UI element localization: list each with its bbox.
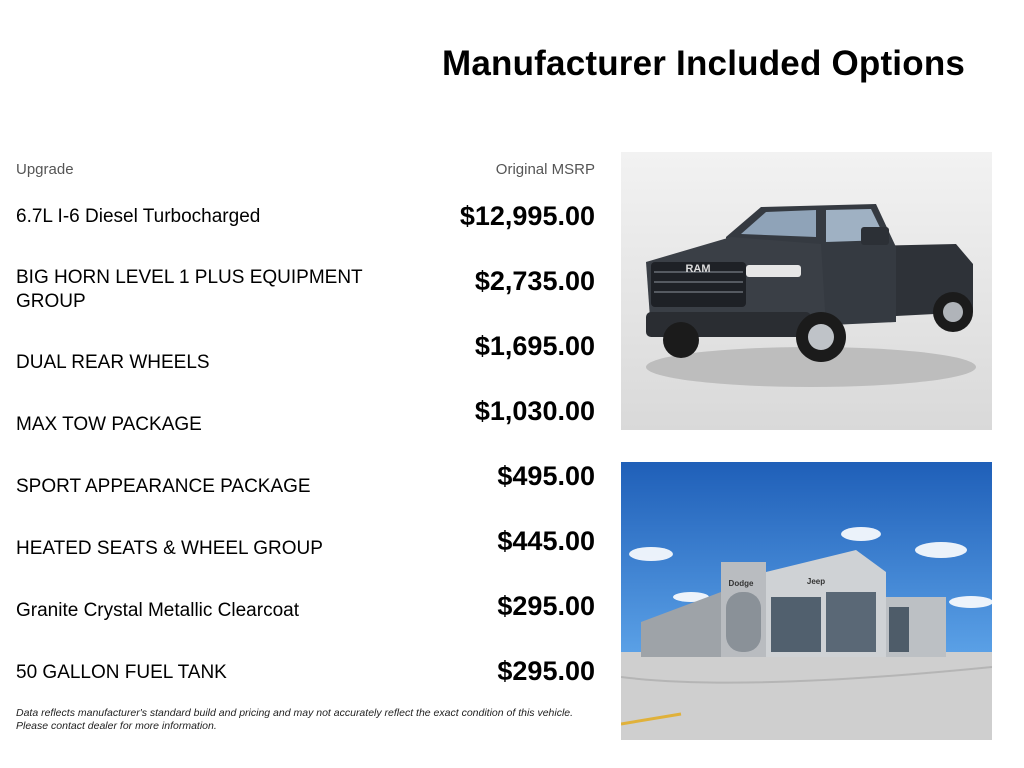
option-name: BIG HORN LEVEL 1 PLUS EQUIPMENT GROUP	[16, 267, 363, 312]
option-price: $295.00	[497, 656, 595, 686]
option-price: $295.00	[497, 591, 595, 621]
truck-badge: RAM	[685, 263, 711, 275]
option-price: $1,695.00	[474, 331, 595, 361]
option-price: $1,030.00	[474, 396, 595, 426]
option-name: Granite Crystal Metallic Clearcoat	[16, 600, 299, 621]
dealer-sign-right: Jeep	[806, 577, 826, 586]
option-price: $12,995.00	[459, 201, 595, 231]
msrp-column-header: Original MSRP	[495, 161, 595, 178]
option-name: SPORT APPEARANCE PACKAGE	[16, 476, 311, 497]
dealer-sign-left: Dodge	[728, 579, 754, 588]
option-name: 6.7L I-6 Diesel Turbocharged	[16, 206, 261, 227]
upgrade-column-header: Upgrade	[16, 161, 74, 178]
dealership-photo	[621, 462, 992, 740]
option-name: MAX TOW PACKAGE	[16, 414, 202, 435]
disclaimer-text: Data reflects manufacturer's standard build and pricing and may not accurately reflect the exact condition of this vehicle. Please contact dealer for more information.	[16, 707, 574, 732]
page-title: Manufacturer Included Options	[442, 44, 966, 83]
option-price: $445.00	[497, 526, 595, 556]
truck-photo	[621, 152, 992, 430]
option-name: HEATED SEATS & WHEEL GROUP	[16, 538, 323, 559]
option-price: $495.00	[497, 461, 595, 491]
option-name: 50 GALLON FUEL TANK	[16, 662, 227, 683]
option-name: DUAL REAR WHEELS	[16, 352, 210, 373]
option-price: $2,735.00	[474, 266, 595, 296]
